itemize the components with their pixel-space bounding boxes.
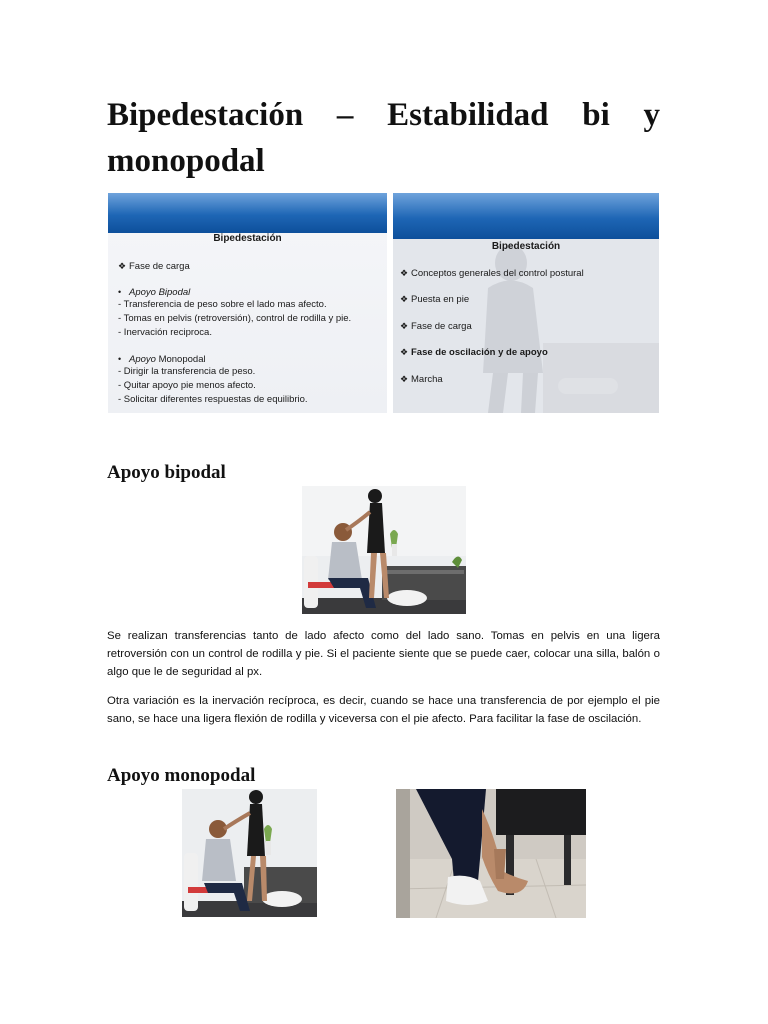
- slide-line: - Quitar apoyo pie menos afecto.: [118, 380, 256, 391]
- slide-heading: Bipedestación: [491, 241, 561, 252]
- page-title: Bipedestación – Estabilidad bi y monopodal: [107, 97, 660, 179]
- dot-bullet-icon: •: [118, 354, 122, 364]
- slide-line: • Apoyo Bipodal: [118, 287, 191, 298]
- diamond-bullet-icon: ❖: [118, 261, 127, 271]
- slide-list-item: ❖ Fase de carga: [400, 321, 472, 332]
- slide-line: - Tomas en pelvis (retroversión), control de rodilla y pie.: [118, 313, 352, 324]
- section-heading-apoyo-bipodal: Apoyo bipodal: [107, 462, 226, 483]
- diamond-bullet-icon: ❖: [400, 347, 409, 357]
- section-heading-apoyo-monopodal: Apoyo monopodal: [107, 765, 256, 786]
- paragraph-bipodal-2: Otra variación es la inervación recíproca, es decir, cuando se hace una transferencia de por ejemplo el pie sano, se hace una ligera flexión de rodilla y viceversa con el pie afecto. Para facilitar la fase de oscilación.: [107, 695, 660, 725]
- slide-list-item: ❖ Puesta en pie: [400, 294, 470, 305]
- slide-line: - Dirigir la transferencia de peso.: [118, 366, 256, 377]
- photo-apoyo-monopodal-2: [396, 789, 586, 918]
- slide-bipedestacion-left: [108, 193, 387, 413]
- diamond-bullet-icon: ❖: [400, 321, 409, 331]
- diamond-bullet-icon: ❖: [400, 374, 409, 384]
- paragraph-bipodal-1: Se realizan transferencias tanto de lado afecto como del lado sano. Tomas en pelvis en una ligera retroversión con un control de rodilla y pie. Si el paciente siente que se puede caer, colocar una silla, balón o algo que le de seguridad al px.: [107, 630, 660, 678]
- slide-line: - Inervación reciproca.: [118, 327, 212, 338]
- slide-list-item: ❖ Marcha: [400, 374, 443, 385]
- slide-list-item: ❖ Fase de oscilación y de apoyo: [400, 347, 548, 358]
- diamond-bullet-icon: ❖: [400, 294, 409, 304]
- photo-apoyo-monopodal-1: [182, 789, 317, 917]
- slide-line: ❖ Fase de carga: [118, 261, 190, 272]
- dot-bullet-icon: •: [118, 287, 122, 297]
- slide-line: - Solicitar diferentes respuestas de equilibrio.: [118, 394, 308, 405]
- slide-banner: [393, 193, 659, 239]
- slide-line: - Transferencia de peso sobre el lado mas afecto.: [118, 299, 327, 310]
- slide-line: • Apoyo Monopodal: [118, 354, 206, 365]
- diamond-bullet-icon: ❖: [400, 268, 409, 278]
- slide-bipedestacion-right: [393, 193, 659, 413]
- slide-banner: [108, 193, 387, 233]
- slide-list-item: ❖ Conceptos generales del control postural: [400, 268, 584, 279]
- photo-apoyo-bipodal: [302, 486, 466, 614]
- slide-heading: Bipedestación: [213, 233, 282, 244]
